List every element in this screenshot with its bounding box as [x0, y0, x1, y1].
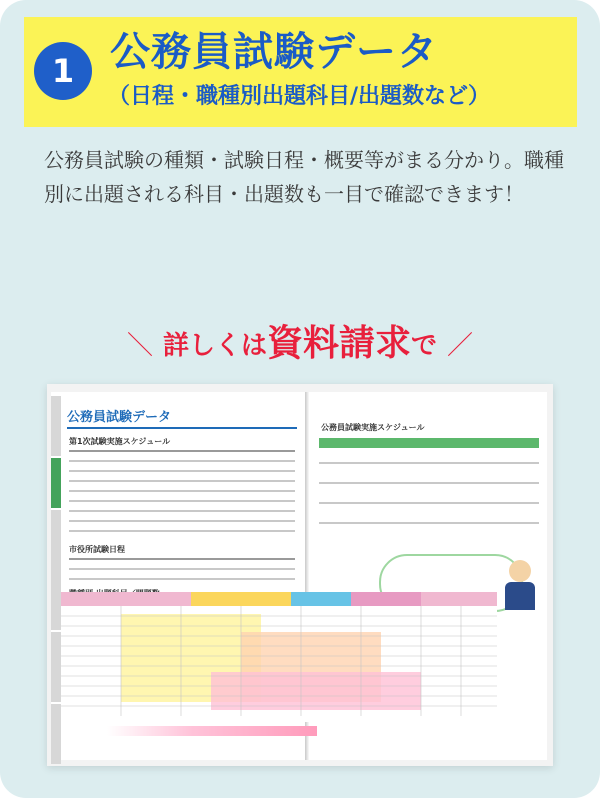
character-body-icon [505, 582, 535, 610]
cta-emphasis: 資料請求 [266, 323, 411, 364]
table-rule [69, 510, 295, 512]
table-rule [69, 450, 295, 452]
table-rule [69, 490, 295, 492]
side-tab-active [51, 458, 61, 508]
side-tab [51, 396, 61, 456]
side-tab [51, 632, 61, 702]
table-rule [69, 470, 295, 472]
cta-right-slash: ／ [447, 331, 474, 361]
brochure-heading-schedule: 第1次試験実施スケジュール [69, 437, 171, 446]
cta-prefix: 詳しくは [162, 331, 267, 361]
side-tab [51, 704, 61, 764]
table-rule [319, 502, 539, 504]
table-rule [69, 568, 295, 570]
table-rule [69, 530, 295, 532]
brochure-title: 公務員試験データ [67, 406, 297, 429]
table-rule [319, 482, 539, 484]
character-icon [509, 560, 531, 582]
brochure-right-heading: 公務員試験実施スケジュール [321, 423, 425, 432]
request-materials-cta[interactable] [60, 310, 540, 366]
brochure-side-tabs [51, 396, 61, 752]
section-number-badge: 1 [34, 42, 92, 100]
table-rule [69, 578, 295, 580]
table-rule [319, 462, 539, 464]
cta-left-slash: ＼ [126, 331, 153, 361]
subject-grid [61, 592, 497, 722]
brochure-arrow-banner [107, 726, 317, 736]
table-rule [69, 500, 295, 502]
section-subtitle: （日程・職種別出題科目/出題数など） [108, 84, 491, 109]
table-rule [69, 480, 295, 482]
table-rule [69, 558, 295, 560]
section-description: 公務員試験の種類・試験日程・概要等がまる分かり。職種別に出題される科目・出題数も一目で確認できます！ [44, 148, 564, 206]
cta-suffix: で [411, 331, 438, 361]
section-title: 公務員試験データ [110, 29, 438, 75]
table-rule [319, 522, 539, 524]
side-tab [51, 510, 61, 630]
table-rule [69, 460, 295, 462]
brochure-image [47, 384, 553, 766]
table-rule [69, 520, 295, 522]
schedule-header-bar [319, 438, 539, 448]
brochure-heading-city: 市役所試験日程 [69, 545, 125, 554]
